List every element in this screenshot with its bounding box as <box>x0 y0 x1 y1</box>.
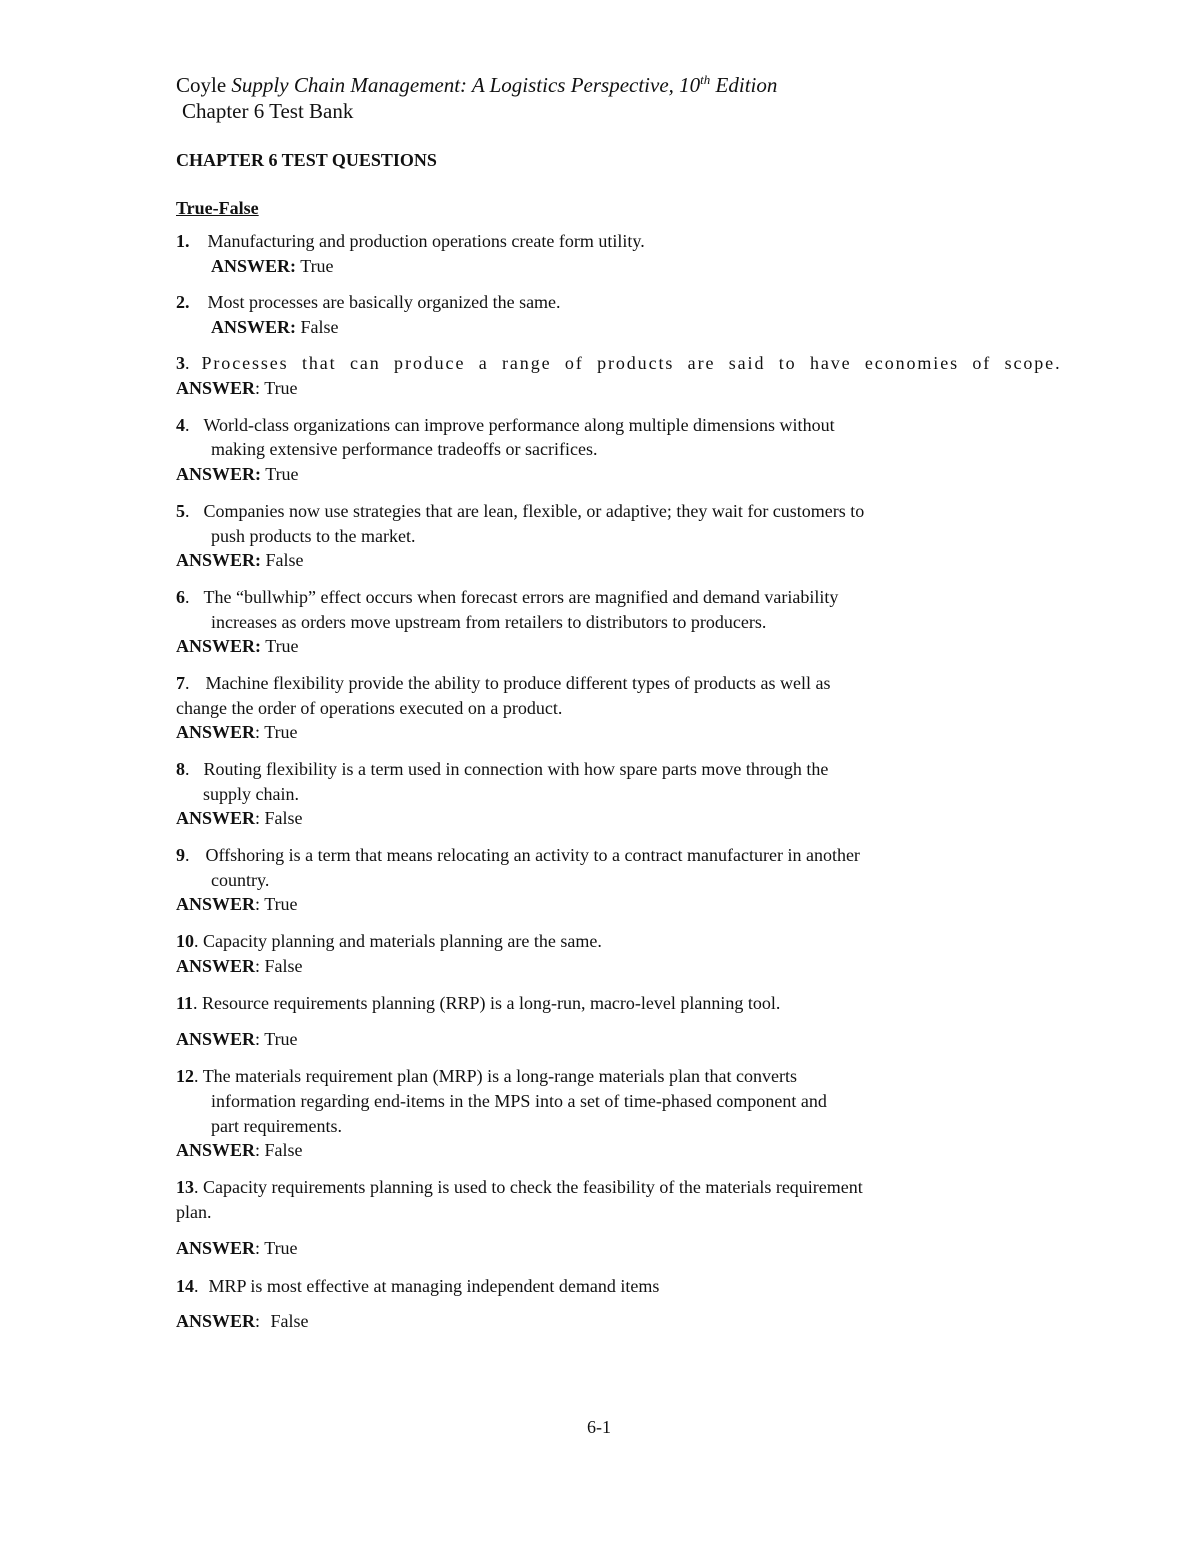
answer-value: True <box>265 464 299 484</box>
question-number: 6 <box>176 587 185 607</box>
question-6-line-2: increases as orders move upstream from retailers to distributors to producers. <box>211 612 767 632</box>
question-text: Resource requirements planning (RRP) is a long-run, macro-level planning tool. <box>202 993 781 1013</box>
question-number: 5 <box>176 501 185 521</box>
answer-2 <box>211 316 339 338</box>
answer-10: ANSWER: False <box>176 956 303 976</box>
question-number: 2. <box>176 292 190 312</box>
question-number: 11 <box>176 993 194 1013</box>
answer-label: ANSWER <box>176 1238 256 1258</box>
answer-value: True <box>265 636 299 656</box>
question-text: Capacity planning and materials planning are the same. <box>203 931 602 951</box>
answer-label: ANSWER <box>176 956 256 976</box>
question-text: The “bullwhip” effect occurs when forecast errors are magnified and demand variability <box>203 587 839 607</box>
question-text: World-class organizations can improve performance along multiple dimensions without <box>203 415 835 435</box>
question-2 <box>176 291 561 313</box>
question-5-line-2: push products to the market. <box>211 526 416 546</box>
question-9-line-2: country. <box>211 870 270 890</box>
answer-3: ANSWER: True <box>176 378 298 398</box>
question-13: 13. Capacity requirements planning is used to check the feasibility of the materials requirement <box>176 1177 863 1197</box>
answer-7: ANSWER: True <box>176 722 298 742</box>
question-number: 3 <box>176 353 185 373</box>
answer-label: ANSWER: <box>176 464 262 484</box>
answer-label: ANSWER <box>176 1140 256 1160</box>
question-number: 12 <box>176 1066 194 1086</box>
author-name: Coyle <box>176 73 227 97</box>
answer-value: False <box>265 550 304 570</box>
question-14: 14. MRP is most effective at managing independent demand items <box>176 1276 660 1296</box>
answer-value: False <box>264 1140 303 1160</box>
answer-6 <box>176 635 299 657</box>
answer-label: ANSWER: <box>176 636 262 656</box>
question-text: Routing flexibility is a term used in connection with how spare parts move through the <box>203 759 829 779</box>
question-number: 4 <box>176 415 185 435</box>
answer-label: ANSWER <box>176 1311 256 1331</box>
question-12: 12. The materials requirement plan (MRP) is a long-range materials plan that converts <box>176 1066 797 1086</box>
page-number: 6-1 <box>587 1417 611 1437</box>
section-heading: True-False <box>176 198 259 218</box>
question-12-line-3: part requirements. <box>211 1116 342 1136</box>
question-text: Manufacturing and production operations create form utility. <box>207 231 645 251</box>
question-text: Offshoring is a term that means relocating an activity to a contract manufacturer in another <box>205 845 860 865</box>
answer-13: ANSWER: True <box>176 1238 298 1258</box>
answer-label: ANSWER <box>176 894 256 914</box>
book-title: Supply Chain Management: A Logistics Perspective, 10th Edition <box>231 72 778 97</box>
edition-superscript: th <box>700 72 711 87</box>
question-9: 9. Offshoring is a term that means relocating an activity to a contract manufacturer in another <box>176 845 860 865</box>
question-1 <box>176 230 645 252</box>
answer-value: True <box>300 256 334 276</box>
question-11: 11. Resource requirements planning (RRP) is a long-run, macro-level planning tool. <box>176 993 781 1013</box>
question-10: 10. Capacity planning and materials planning are the same. <box>176 931 602 951</box>
question-text: MRP is most effective at managing independent demand items <box>208 1276 660 1296</box>
question-8: 8. Routing flexibility is a term used in connection with how spare parts move through the <box>176 759 829 779</box>
book-header <box>176 72 777 98</box>
answer-value: True <box>264 722 298 742</box>
question-6: 6. The “bullwhip” effect occurs when forecast errors are magnified and demand variability <box>176 587 839 607</box>
answer-label: ANSWER <box>176 1029 256 1049</box>
question-text: Companies now use strategies that are lean, flexible, or adaptive; they wait for customers to <box>203 501 865 521</box>
answer-label: ANSWER <box>176 808 256 828</box>
answer-1 <box>211 255 334 277</box>
question-5: 5. Companies now use strategies that are lean, flexible, or adaptive; they wait for customers to <box>176 501 865 521</box>
question-4-line-2: making extensive performance tradeoffs or sacrifices. <box>211 439 598 459</box>
question-number: 14 <box>176 1276 194 1296</box>
question-8-line-2: supply chain. <box>203 784 299 804</box>
answer-label: ANSWER: <box>176 550 262 570</box>
answer-9: ANSWER: True <box>176 894 298 914</box>
answer-value: False <box>270 1311 309 1331</box>
question-text: Most processes are basically organized the same. <box>207 292 561 312</box>
answer-label: ANSWER <box>176 378 256 398</box>
question-number: 13 <box>176 1177 194 1197</box>
chapter-heading: CHAPTER 6 TEST QUESTIONS <box>176 150 437 170</box>
question-3: 3. Processes that can produce a range of products are said to have economies of scope. <box>176 353 1062 373</box>
question-number: 10 <box>176 931 194 951</box>
question-number: 9 <box>176 845 185 865</box>
question-number: 8 <box>176 759 185 779</box>
question-12-line-2: information regarding end-items in the MPS into a set of time-phased component and <box>211 1091 827 1111</box>
test-bank-subtitle: Chapter 6 Test Bank <box>182 99 354 123</box>
answer-8: ANSWER: False <box>176 808 303 828</box>
answer-11: ANSWER: True <box>176 1029 298 1049</box>
question-number: 7 <box>176 673 185 693</box>
question-text: Machine flexibility provide the ability to produce different types of products as well as <box>205 673 831 693</box>
question-7-line-2: change the order of operations executed on a product. <box>176 698 563 718</box>
answer-12: ANSWER: False <box>176 1140 303 1160</box>
answer-value: True <box>264 894 298 914</box>
answer-value: True <box>264 1238 298 1258</box>
answer-value: False <box>264 956 303 976</box>
question-text: Processes that can produce a range of products are said to have economies of scope. <box>201 353 1062 373</box>
question-number: 1. <box>176 231 190 251</box>
answer-14: ANSWER: False <box>176 1311 309 1331</box>
answer-value: False <box>264 808 303 828</box>
question-text: The materials requirement plan (MRP) is a long-range materials plan that converts <box>202 1066 797 1086</box>
answer-5 <box>176 549 304 571</box>
answer-4 <box>176 463 299 485</box>
answer-label: ANSWER: <box>211 317 297 337</box>
question-7: 7. Machine flexibility provide the ability to produce different types of products as well as <box>176 673 831 693</box>
answer-label: ANSWER <box>176 722 256 742</box>
answer-value: False <box>300 317 339 337</box>
question-4: 4. World-class organizations can improve performance along multiple dimensions without <box>176 415 835 435</box>
answer-value: True <box>264 1029 298 1049</box>
answer-label: ANSWER: <box>211 256 297 276</box>
question-text: Capacity requirements planning is used to check the feasibility of the materials requirement <box>203 1177 863 1197</box>
answer-value: True <box>264 378 298 398</box>
question-13-line-2: plan. <box>176 1202 212 1222</box>
